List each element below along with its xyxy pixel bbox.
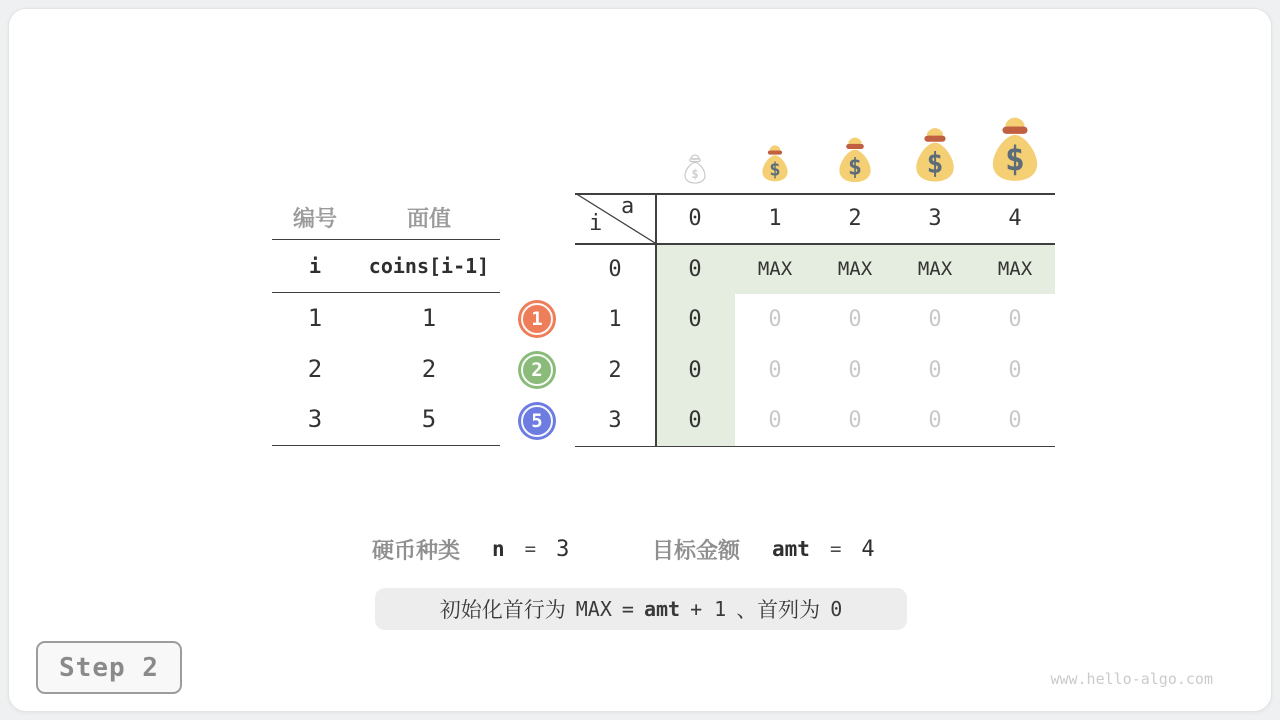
dp-table (575, 193, 1055, 447)
dp-row-header: 3 (608, 408, 622, 434)
coin-row (272, 344, 500, 395)
coin-badge-label: 2 (531, 359, 543, 381)
coin-var-value: coins[i-1] (368, 254, 490, 278)
dp-cell: 0 (688, 357, 702, 383)
step-badge: Step 2 (36, 641, 182, 694)
watermark: www.hello-algo.com (1050, 670, 1213, 688)
coin-value: 5 (421, 405, 437, 434)
dp-cell-grid (655, 244, 1055, 446)
target-amount-label: 目标金额 (652, 537, 741, 563)
target-amount-value: 4 (861, 536, 875, 562)
dp-column-headers (655, 193, 1055, 243)
money-bag-icon (979, 114, 1051, 185)
dp-corner-row-var: i (589, 211, 603, 236)
dp-cell: 0 (848, 357, 862, 383)
dp-cell: 0 (848, 307, 862, 333)
note-text: 初始化首行为 (439, 599, 566, 622)
money-bag-icon (906, 125, 964, 185)
coin-value: 2 (421, 354, 437, 383)
coin-count-var: n (492, 537, 505, 561)
dp-cell: 0 (688, 256, 702, 282)
coin-badge-blue (518, 402, 556, 440)
target-amount-equals: = (829, 538, 842, 560)
note-zero: 0 (830, 597, 843, 621)
coin-table-header-row (272, 196, 500, 240)
dp-cell: 0 (928, 408, 942, 434)
dp-cell: MAX (757, 258, 793, 281)
dp-cell: 0 (928, 307, 942, 333)
init-note-bar (375, 588, 907, 630)
svg-text:$: $ (1004, 139, 1026, 179)
dp-row-header: 1 (608, 307, 622, 333)
coin-legend-table (272, 196, 500, 446)
coin-table-body (272, 293, 500, 446)
coin-count-equals: = (524, 538, 537, 560)
note-code-max: MAX (575, 597, 612, 621)
coin-table-var-row (272, 240, 500, 293)
dp-cell: 0 (848, 408, 862, 434)
svg-text:$: $ (691, 166, 699, 181)
coin-badge-label: 1 (531, 308, 543, 330)
note-code-amt: amt (643, 597, 681, 621)
dp-col-header: 3 (928, 205, 942, 231)
dp-cell: 0 (688, 307, 702, 333)
empty-money-bag-icon (680, 153, 710, 185)
note-plus-one: + 1 (690, 597, 727, 621)
target-amount-var: amt (772, 537, 810, 561)
coin-header-index: 编号 (292, 206, 337, 231)
dp-row-header: 0 (608, 256, 622, 282)
note-text: 、首列为 (736, 599, 821, 622)
coin-index: 2 (307, 354, 323, 383)
coin-badge-orange (518, 300, 556, 338)
coin-value: 1 (421, 304, 437, 333)
diagonal-divider-line (575, 193, 655, 243)
dp-col-header: 0 (688, 205, 702, 231)
coin-var-index: i (308, 254, 322, 278)
dp-col-header: 1 (768, 205, 782, 231)
coin-count-stat (372, 533, 569, 565)
coin-row (272, 293, 500, 344)
note-equals: = (621, 597, 634, 621)
dp-cell: MAX (997, 258, 1033, 281)
dp-cell: 0 (768, 357, 782, 383)
dp-row-headers (575, 244, 655, 446)
dp-corner-cell (575, 193, 655, 243)
svg-text:$: $ (769, 158, 781, 181)
dp-row-header: 2 (608, 357, 622, 383)
svg-text:$: $ (847, 152, 863, 181)
coin-index: 3 (307, 405, 323, 434)
coin-count-value: 3 (556, 536, 570, 562)
dp-cell: 0 (1008, 408, 1022, 434)
dp-cell: 0 (928, 357, 942, 383)
target-amount-stat (652, 533, 875, 565)
coin-header-value: 面值 (406, 206, 451, 231)
dp-col-header: 4 (1008, 205, 1022, 231)
dp-corner-col-var: a (621, 194, 635, 219)
dp-col-header: 2 (848, 205, 862, 231)
coin-badge-green (518, 351, 556, 389)
dp-cell: 0 (1008, 357, 1022, 383)
money-bag-icon (831, 135, 879, 185)
dp-cell: 0 (768, 408, 782, 434)
dp-cell: 0 (688, 408, 702, 434)
money-bag-icon (756, 143, 794, 184)
dp-cell: 0 (1008, 307, 1022, 333)
dp-cell: MAX (917, 258, 953, 281)
svg-text:$: $ (926, 146, 944, 180)
dp-cell: MAX (837, 258, 873, 281)
dp-cell: 0 (768, 307, 782, 333)
coin-index: 1 (307, 304, 323, 333)
coin-row (272, 394, 500, 445)
coin-count-label: 硬币种类 (372, 537, 461, 563)
coin-badge-label: 5 (531, 410, 543, 432)
